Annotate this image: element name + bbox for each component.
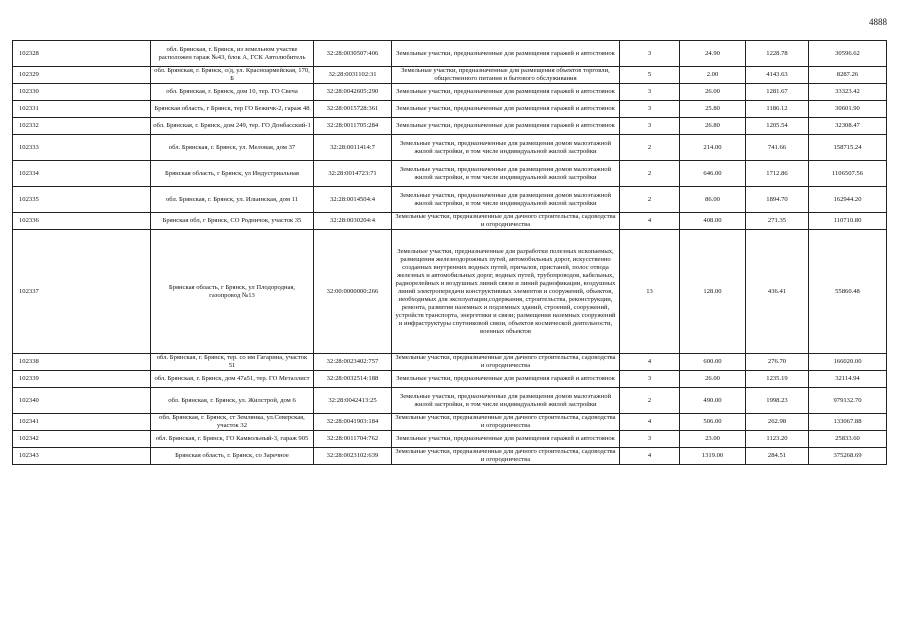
cadastral-value-cell: 979132.70 [809,388,887,414]
specific-value-cell: 436.41 [746,230,809,354]
table-row [13,448,887,465]
address-cell: обл. Брянская, г. Брянск, ул. Жилстрой, дом 6 [151,388,314,414]
cadastral-value-cell: 8287.26 [809,67,887,84]
cadastral-number-cell: 32:28:0042413:25 [314,388,392,414]
group-number-cell: 13 [620,230,680,354]
cadastral-number-cell: 32:28:0030507:406 [314,41,392,67]
specific-value-cell: 1205.54 [746,118,809,135]
table-row [13,67,887,84]
group-number-cell: 3 [620,84,680,101]
row-id-cell: 102329 [13,67,151,84]
row-id-cell: 102336 [13,213,151,230]
specific-value-cell: 1123.20 [746,431,809,448]
group-number-cell: 3 [620,41,680,67]
page-number: 4888 [869,17,887,27]
address-cell: Брянская область, г. Брянск, со Заречное [151,448,314,465]
table-row [13,118,887,135]
table-row [13,431,887,448]
table-row [13,187,887,213]
cadastral-value-cell: 166020.00 [809,354,887,371]
table-row [13,414,887,431]
group-number-cell: 4 [620,448,680,465]
cadastral-number-cell: 32:28:0041903:184 [314,414,392,431]
area-cell: 506.00 [680,414,746,431]
specific-value-cell: 741.66 [746,135,809,161]
address-cell: обл. Брянская, г. Брянск, из земельном участке расположен гараж №43, блок А, ГСК Автолюбитель [151,41,314,67]
group-number-cell: 3 [620,101,680,118]
group-number-cell: 2 [620,161,680,187]
land-use-cell: Земельные участки, предназначенные для размещения домов малоэтажной жилой застройки, в том числе индивидуальной жилой застройки [392,388,620,414]
group-number-cell: 2 [620,388,680,414]
cadastral-value-cell: 25833.60 [809,431,887,448]
area-cell: 24.90 [680,41,746,67]
cadastral-number-cell: 32:28:0031102:31 [314,67,392,84]
cadastral-number-cell: 32:28:0032514:188 [314,371,392,388]
cadastral-value-cell: 133067.88 [809,414,887,431]
address-cell: Брянская область, г Брянск, тер ГО Бежичк-2, гараж 48 [151,101,314,118]
cadastral-value-cell: 110710.80 [809,213,887,230]
table-row [13,135,887,161]
row-id-cell: 102341 [13,414,151,431]
specific-value-cell: 262.98 [746,414,809,431]
row-id-cell: 102342 [13,431,151,448]
specific-value-cell: 276.70 [746,354,809,371]
cadastral-value-cell: 33323.42 [809,84,887,101]
row-id-cell: 102337 [13,230,151,354]
land-use-cell: Земельные участки, предназначенные для размещения гаражей и автостоянок [392,118,620,135]
row-id-cell: 102339 [13,371,151,388]
land-use-cell: Земельные участки, предназначенные для дачного строительства, садоводства и огородничества [392,354,620,371]
address-cell: Брянская область, г Брянск, ул Индустриальная [151,161,314,187]
row-id-cell: 102343 [13,448,151,465]
address-cell: обл. Брянская, г. Брянск, о/д, ул. Красноармейская, 170, Б [151,67,314,84]
group-number-cell: 2 [620,187,680,213]
group-number-cell: 3 [620,118,680,135]
address-cell: обл. Брянская, г. Брянск, ул. Ильинская, дом 11 [151,187,314,213]
row-id-cell: 102330 [13,84,151,101]
address-cell: обл. Брянская, г. Брянск, дом 10, тер. ГО Свеча [151,84,314,101]
specific-value-cell: 284.51 [746,448,809,465]
address-cell: обл. Брянская, г. Брянск, ГО Камвольный-3, гараж 905 [151,431,314,448]
cadastral-number-cell: 32:00:0000000:266 [314,230,392,354]
cadastral-number-cell: 32:28:0014723:71 [314,161,392,187]
specific-value-cell: 1998.23 [746,388,809,414]
land-use-cell: Земельные участки, предназначенные для размещения домов малоэтажной жилой застройки, в том числе индивидуальной жилой застройки [392,187,620,213]
cadastral-number-cell: 32:28:0011705:284 [314,118,392,135]
table-row [13,41,887,67]
group-number-cell: 4 [620,354,680,371]
area-cell: 1319.00 [680,448,746,465]
area-cell: 86.00 [680,187,746,213]
land-use-cell: Земельные участки, предназначенные для размещения гаражей и автостоянок [392,371,620,388]
land-use-cell: Земельные участки, предназначенные для размещения домов малоэтажной жилой застройки, в том числе индивидуальной жилой застройки [392,161,620,187]
area-cell: 600.00 [680,354,746,371]
cadastral-value-cell: 32114.94 [809,371,887,388]
land-use-cell: Земельные участки, предназначенные для дачного строительства, садоводства и огородничества [392,213,620,230]
area-cell: 214.00 [680,135,746,161]
cadastral-number-cell: 32:28:0030204:4 [314,213,392,230]
area-cell: 128.00 [680,230,746,354]
area-cell: 26.00 [680,84,746,101]
cadastral-number-cell: 32:28:0023402:757 [314,354,392,371]
table-row [13,388,887,414]
cadastral-value-cell: 1106507.56 [809,161,887,187]
specific-value-cell: 1894.70 [746,187,809,213]
specific-value-cell: 4143.63 [746,67,809,84]
row-id-cell: 102332 [13,118,151,135]
area-cell: 26.00 [680,371,746,388]
area-cell: 25.80 [680,101,746,118]
cadastral-number-cell: 32:28:0042605:290 [314,84,392,101]
area-cell: 2.00 [680,67,746,84]
area-cell: 23.00 [680,431,746,448]
cadastral-number-cell: 32:28:0011414:7 [314,135,392,161]
specific-value-cell: 1235.19 [746,371,809,388]
land-use-cell: Земельные участки, предназначенные для размещения домов малоэтажной жилой застройки, в том числе индивидуальной жилой застройки [392,135,620,161]
cadastral-value-cell: 162944.20 [809,187,887,213]
cadastral-number-cell: 32:28:0011704:762 [314,431,392,448]
address-cell: обл. Брянская, г. Брянск, ул. Меловая, дом 37 [151,135,314,161]
address-cell: Брянская область, г Брянск, ул Плодородная, газопровод №13 [151,230,314,354]
cadastral-number-cell: 32:28:0015728:361 [314,101,392,118]
address-cell: Брянская обл, г Брянск, СО Родничок, участок 35 [151,213,314,230]
cadastral-value-cell: 30596.62 [809,41,887,67]
specific-value-cell: 271.35 [746,213,809,230]
cadastral-value-table [12,40,887,465]
cadastral-number-cell: 32:28:0014504:4 [314,187,392,213]
land-use-cell: Земельные участки, предназначенные для разработки полезных ископаемых, размещения железнодорожных путей, автомобильных дорог, искусственно созданных внутренних водных путей, причалов, пристаней, полос отвода железных и автомобильных дорог, водных путей, трубопроводов, кабельных, радиорелейных и воздушных линий связи и линий радиофикации, воздушных линий электропередачи конструктивных элементов и сооружений, объектов, необходимых для эксплуатации,содержания, строительства, реконструкции, ремонта, развития наземных и подземных зданий, строений, сооружений, устройств транспорта, энергетики и связи; размещения наземных сооружений и инфраструктуры спутниковой связи, объектов космической деятельности, военных объектов [392,230,620,354]
specific-value-cell: 1712.86 [746,161,809,187]
table-row [13,213,887,230]
area-cell: 408.00 [680,213,746,230]
table-row [13,354,887,371]
table-row [13,161,887,187]
row-id-cell: 102334 [13,161,151,187]
cadastral-value-cell: 30601.90 [809,101,887,118]
group-number-cell: 4 [620,213,680,230]
specific-value-cell: 1186.12 [746,101,809,118]
land-use-cell: Земельные участки, предназначенные для размещения гаражей и автостоянок [392,101,620,118]
area-cell: 646.00 [680,161,746,187]
table-row [13,371,887,388]
group-number-cell: 3 [620,431,680,448]
row-id-cell: 102333 [13,135,151,161]
table-row [13,101,887,118]
land-use-cell: Земельные участки, предназначенные для размещения объектов торговли, общественного питания и бытового обслуживания [392,67,620,84]
cadastral-value-cell: 375268.69 [809,448,887,465]
land-use-cell: Земельные участки, предназначенные для размещения гаражей и автостоянок [392,84,620,101]
cadastral-value-cell: 32308.47 [809,118,887,135]
group-number-cell: 5 [620,67,680,84]
address-cell: обл. Брянская, г. Брянск, ст Землянка, ул.Северская, участок 32 [151,414,314,431]
area-cell: 26.80 [680,118,746,135]
row-id-cell: 102331 [13,101,151,118]
group-number-cell: 3 [620,371,680,388]
group-number-cell: 4 [620,414,680,431]
row-id-cell: 102328 [13,41,151,67]
table-row [13,84,887,101]
land-use-cell: Земельные участки, предназначенные для размещения гаражей и автостоянок [392,41,620,67]
table-row [13,230,887,354]
area-cell: 490.00 [680,388,746,414]
address-cell: обл. Брянская, г. Брянск, тер. со им Гагарина, участок 51 [151,354,314,371]
land-use-cell: Земельные участки, предназначенные для дачного строительства, садоводства и огородничества [392,448,620,465]
address-cell: обл. Брянская, г. Брянск, дом 249, тер. ГО Донбасский-1 [151,118,314,135]
group-number-cell: 2 [620,135,680,161]
cadastral-value-cell: 55860.48 [809,230,887,354]
row-id-cell: 102340 [13,388,151,414]
land-use-cell: Земельные участки, предназначенные для размещения гаражей и автостоянок [392,431,620,448]
address-cell: обл. Брянская, г. Брянск, дом 47а51, тер. ГО Металлист [151,371,314,388]
specific-value-cell: 1228.78 [746,41,809,67]
land-use-cell: Земельные участки, предназначенные для дачного строительства, садоводства и огородничества [392,414,620,431]
row-id-cell: 102338 [13,354,151,371]
cadastral-value-cell: 158715.24 [809,135,887,161]
specific-value-cell: 1281.67 [746,84,809,101]
row-id-cell: 102335 [13,187,151,213]
cadastral-number-cell: 32:28:0023102:639 [314,448,392,465]
